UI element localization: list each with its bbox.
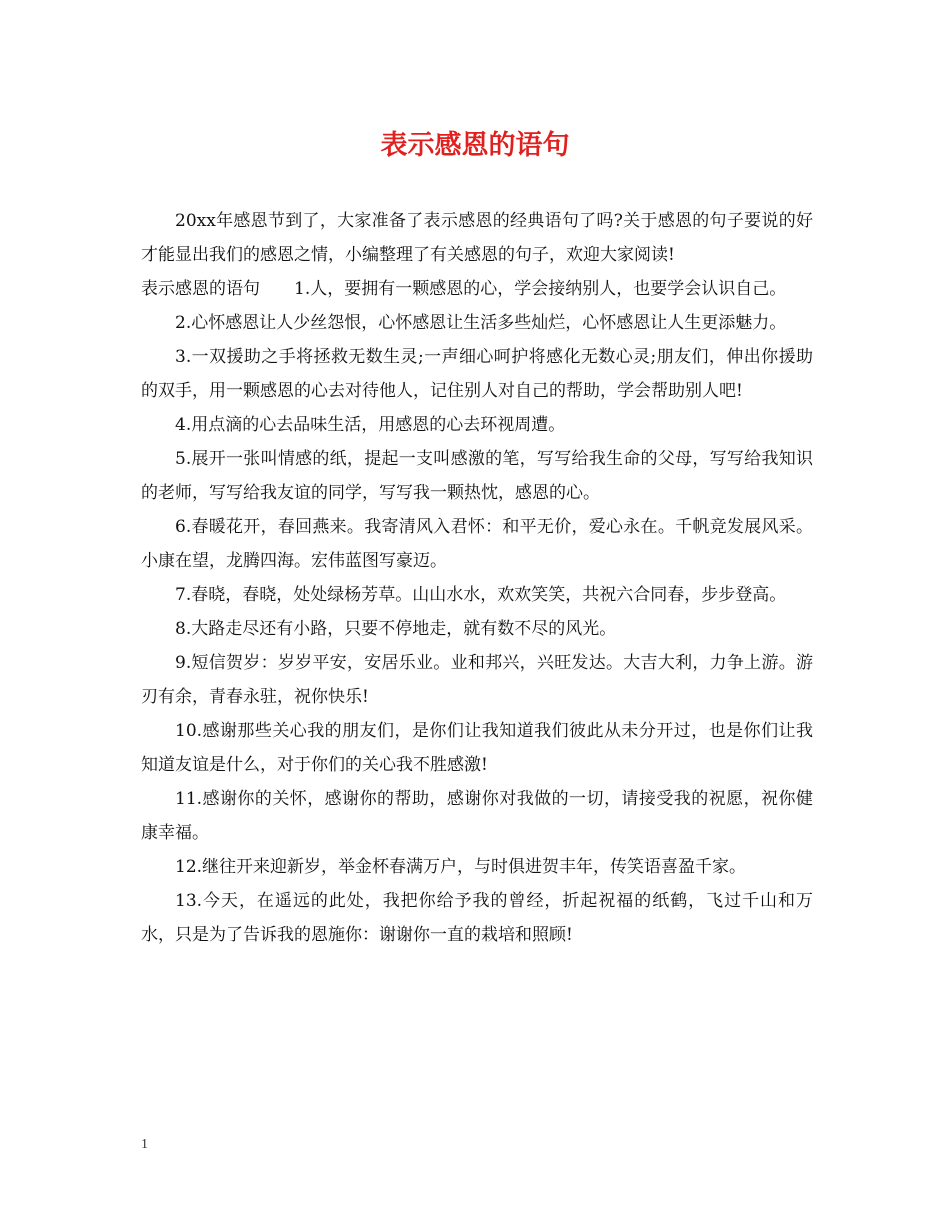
document-title: 表示感恩的语句	[380, 130, 570, 161]
section-heading: 表示感恩的语句	[141, 279, 260, 299]
list-item: 4.用点滴的心去品味生活，用感恩的心去环视周遭。	[175, 415, 566, 435]
list-item: 3.一双援助之手将拯救无数生灵;一声细心呵护将感化无数心灵;朋友们，伸出你援助的双手，用一颗感恩的心去对待他人，记住别人对自己的帮助，学会帮助别人吧!	[141, 347, 813, 401]
list-item: 11.感谢你的关怀，感谢你的帮助，感谢你对我做的一切，请接受我的祝愿，祝你健康幸福。	[141, 789, 813, 843]
first-item-paragraph	[141, 272, 813, 306]
list-item: 8.大路走尽还有小路，只要不停地走，就有数不尽的风光。	[175, 619, 617, 639]
list-item: 2.心怀感恩让人少丝怨恨，心怀感恩让生活多些灿烂，心怀感恩让人生更添魅力。	[175, 313, 787, 333]
list-item: 9.短信贺岁：岁岁平安，安居乐业。业和邦兴，兴旺发达。大吉大利，力争上游。游刃有余，青春永驻，祝你快乐!	[141, 653, 813, 707]
list-item: 10.感谢那些关心我的朋友们，是你们让我知道我们彼此从未分开过，也是你们让我知道友谊是什么，对于你们的关心我不胜感激!	[141, 721, 813, 775]
page-number: 1	[141, 1137, 148, 1152]
intro-paragraph: 20xx年感恩节到了，大家准备了表示感恩的经典语句了吗?关于感恩的句子要说的好才能显出我们的感恩之情，小编整理了有关感恩的句子，欢迎大家阅读!	[141, 211, 813, 265]
list-item: 13.今天，在遥远的此处，我把你给予我的曾经，折起祝福的纸鹤，飞过千山和万水，只是为了告诉我的恩施你：谢谢你一直的栽培和照顾!	[141, 891, 813, 945]
list-item: 5.展开一张叫情感的纸，提起一支叫感激的笔，写写给我生命的父母，写写给我知识的老师，写写给我友谊的同学，写写我一颗热忱，感恩的心。	[141, 449, 813, 503]
list-item: 7.春晓，春晓，处处绿杨芳草。山山水水，欢欢笑笑，共祝六合同春，步步登高。	[175, 585, 787, 605]
list-item: 12.继往开来迎新岁，举金杯春满万户，与时俱进贺丰年，传笑语喜盈千家。	[175, 857, 747, 877]
document-body	[141, 204, 813, 952]
list-item: 1.人，要拥有一颗感恩的心，学会接纳别人，也要学会认识自己。	[294, 279, 787, 299]
list-item: 6.春暖花开，春回燕来。我寄清风入君怀：和平无价，爱心永在。千帆竞发展风采。小康在望，龙腾四海。宏伟蓝图写豪迈。	[141, 517, 813, 571]
